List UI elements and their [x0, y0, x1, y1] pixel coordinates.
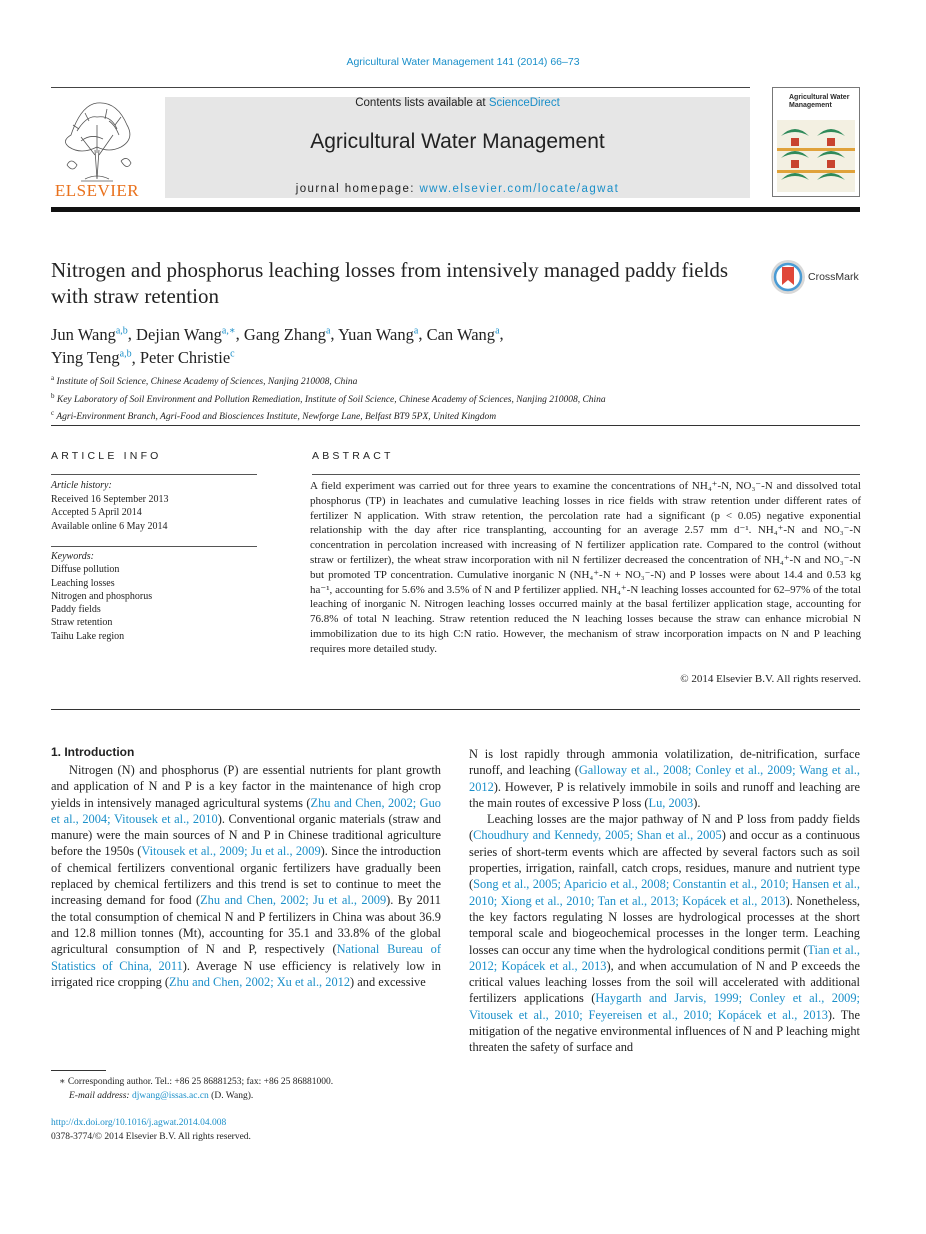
author[interactable]: Yuan Wang$^a$ — [338, 324, 419, 344]
body-text: ). The mitigation of the negative environmental influences of N and P leaching might threaten the safety of surface and — [469, 1007, 860, 1055]
body-column-left — [51, 762, 441, 990]
keyword: Paddy fields — [51, 604, 101, 616]
citation-link[interactable]: National Bureau of Statistics of China, 2011 — [51, 942, 441, 973]
citation-link[interactable]: Lu, 2003 — [648, 795, 694, 810]
divider — [51, 546, 257, 547]
cover-pattern-icon — [773, 116, 859, 196]
divider — [51, 474, 257, 475]
body-text: ). By 2011 the total consumption of chemical N and P fertilizers in China was about 36.9 and 12.8 million tonnes (Mt), accounting for 35.1 and 33.8% of the global agricultural consumption of N and P, respectively ( — [51, 893, 441, 957]
paragraph — [51, 762, 441, 990]
affiliation: $^b$ Key Laboratory of Soil Environment and Pollution Remediation, Institute of Soil Science, Chinese Academy of Sciences, Nanjing 210008, China — [51, 391, 606, 405]
header-thick-rule — [51, 207, 860, 212]
corresponding-author: ∗ Corresponding author. Tel.: +86 25 86881253; fax: +86 25 86881000. — [59, 1077, 334, 1087]
header-rule — [51, 87, 750, 88]
issn-copyright: 0378-3774/© 2014 Elsevier B.V. All rights reserved. — [51, 1132, 251, 1142]
crossmark-label: CrossMark — [808, 271, 859, 283]
body-text: ). Average N use efficiency is relatively low in irrigated rice cropping ( — [51, 958, 441, 989]
keyword: Taihu Lake region — [51, 630, 125, 642]
author[interactable]: Can Wang$^a$ — [426, 324, 500, 344]
citation-link[interactable]: Galloway et al., 2008; Conley et al., 2009; Wang et al., 2012 — [469, 763, 860, 794]
paragraph — [469, 811, 860, 1055]
keyword: Nitrogen and phosphorus — [51, 590, 153, 602]
article-history — [51, 479, 257, 533]
body-text: ). Nonetheless, the key factors regulating N losses are hydrological processes at the short temporal scale and biogeochemical processes in the longer term. Leaching losses can occur any time when the hydrological conditions permit ( — [469, 893, 861, 957]
keywords — [51, 550, 257, 643]
citation-link[interactable]: Zhu and Chen, 2002; Guo et al., 2004; Vitousek et al., 2010 — [51, 795, 442, 826]
body-column-right — [469, 746, 860, 1056]
crossmark-badge[interactable] — [770, 259, 862, 295]
author[interactable]: Dejian Wang$^{a,∗}$ — [136, 324, 236, 344]
body-text: ). Since the introduction of chemical fertilizers conventional organic fertilizers have gradually been replaced by chemical fertilizers and this trend is set to continue to meet the increasing demand for food ( — [51, 844, 441, 908]
body-text: N is lost rapidly through ammonia volatilization, de-nitrification, surface runoff, and leaching ( — [469, 747, 860, 778]
divider — [312, 474, 860, 475]
citation-link[interactable]: Vitousek et al., 2009; Ju et al., 2009 — [141, 844, 321, 859]
keywords-label: Keywords: — [51, 551, 94, 562]
article-title: Nitrogen and phosphorus leaching losses from intensively managed paddy fields with straw retention — [51, 258, 729, 308]
affiliation: $^c$ Agri-Environment Branch, Agri-Food and Biosciences Institute, Newforge Lane, Belfast BT9 5PX, United Kingdom — [51, 409, 497, 423]
body-text: ). However, P is relatively immobile in soils and runoff and leaching are the main routes of excessive P loss ( — [469, 779, 860, 810]
footnote-rule — [51, 1070, 106, 1071]
homepage-link[interactable]: www.elsevier.com/locate/agwat — [419, 183, 620, 195]
history-label: Article history: — [51, 480, 112, 491]
body-text: ), and when accumulation of N and P exceeds the critical values leaching losses from the soil will accelerated with additional fertilizers applications ( — [469, 958, 860, 1006]
received-date: Received 16 September 2013 — [51, 493, 169, 505]
author[interactable]: Gang Zhang$^a$ — [243, 324, 331, 344]
accepted-date: Accepted 5 April 2014 — [51, 507, 142, 518]
author[interactable]: Ying Teng$^{a,b}$ — [51, 348, 132, 367]
author[interactable]: Jun Wang$^{a,b}$ — [51, 324, 128, 344]
citation-link[interactable]: Zhu and Chen, 2002; Ju et al., 2009 — [200, 893, 387, 908]
paragraph — [469, 746, 860, 811]
crossmark-icon — [770, 259, 806, 295]
citation-link[interactable]: Haygarth and Jarvis, 1999; Conley et al., 2009; Vitousek et al., 2010; Feyereisen et al., 2010; Kopácek et al., 2013 — [469, 991, 860, 1022]
email-line: E-mail address: djwang@issas.ac.cn (D. Wang). — [69, 1090, 254, 1101]
publisher-name: ELSEVIER — [54, 181, 140, 200]
doi-link[interactable]: http://dx.doi.org/10.1016/j.agwat.2014.04.008 — [51, 1118, 227, 1128]
sciencedirect-link[interactable]: ScienceDirect — [488, 97, 560, 109]
keyword: Diffuse pollution — [51, 564, 120, 576]
homepage-prefix: journal homepage: — [295, 183, 420, 195]
contents-prefix: Contents lists available at — [355, 97, 489, 109]
journal-citation[interactable]: Agricultural Water Management 141 (2014) 66–73 — [346, 56, 580, 68]
keyword: Leaching losses — [51, 577, 115, 589]
affiliation: $^a$ Institute of Soil Science, Chinese Academy of Sciences, Nanjing 210008, China — [51, 374, 358, 388]
citation-link[interactable]: Song et al., 2005; Aparicio et al., 2008; Constantin et al., 2010; Hansen et al., 2010; Xiong et al., 2010; Tan et al., 2013; Kopácek et al., 2013 — [469, 877, 860, 908]
abstract-heading: ABSTRACT — [312, 450, 394, 462]
article-info-heading: ARTICLE INFO — [51, 450, 162, 462]
divider — [51, 425, 860, 426]
citation-link[interactable]: Choudhury and Kennedy, 2005; Shan et al., 2005 — [473, 828, 722, 843]
body-text: Leaching losses are the major pathway of N and P loss from paddy fields ( — [469, 812, 860, 843]
journal-homepage — [165, 183, 750, 195]
online-date: Available online 6 May 2014 — [51, 520, 168, 532]
author[interactable]: Peter Christie$^c$ — [139, 348, 235, 367]
body-text: ) and excessive — [350, 974, 426, 989]
divider — [51, 709, 860, 710]
body-text: ) and occur as a continuous series of short-term events which are affected by several factors such as soil properties, irrigation, rainfall, catch crops, residues, manure and nutrient type ( — [469, 828, 860, 892]
affiliations — [51, 372, 860, 425]
body-text: Nitrogen (N) and phosphorus (P) are essential nutrients for plant growth and application of N and P is a key factor in the maintenance of high crop yields in intensively managed agricultural systems ( — [51, 763, 441, 810]
section-heading: 1. Introduction — [51, 745, 135, 759]
body-text: ). — [693, 795, 701, 810]
abstract-text: A field experiment was carried out for three years to examine the concentrations of NH₄⁺-N, NO₃⁻-N and dissolved total phosphorus (TP) in leachates and cumulative leaching losses in rice fields with straw retention under different rates of fertilizer N application. With straw retention, the percolation rate had a significant (p < 0.05) negative exponential relationship with the day after rice transplanting, accounting for an average 2.57 mm d⁻¹. NH₄⁺-N and NO₃⁻-N concentration in percolation increased with increasing of N fertilizer application rate. Compared to the control (without straw or fertilizer), the wheat straw incorporation with nil N fertilizer decreased the concentration of NH₄⁺-N and NO₃⁻-N but promoted TP concentration. Cumulative inorganic N (NH₄⁺-N + NO₃⁻-N) and P losses were about 14.4 and 0.53 kg ha⁻¹, accounting for 5.6% and 3.5% of N and P fertilizer applied. NH₄⁺-N leaching losses accounted for 62–97% of the total leaching of inorganic N. Nitrogen leaching losses occurred mainly at the basal fertilizer application stage, accounting for 76.8% of total N leaching. Straw retention reduced the N leaching losses because the straw can enhance microbial N immobilization due to its high C:N ratio. However, the mechanism of straw incorporation impacts on N and P leaching requires more detailed study. — [310, 480, 861, 655]
keyword: Straw retention — [51, 617, 113, 629]
email-link[interactable]: djwang@issas.ac.cn — [131, 1090, 209, 1101]
cover-title: Agricultural Water Management — [789, 94, 850, 109]
author-list: Jun Wang$^{a,b}$, Dejian Wang$^{a,∗}$, Gang Zhang$^a$, Yuan Wang$^a$, Can Wang$^a$, Ying Teng$^{a,b}$, Peter Christie$^c$ — [51, 324, 504, 367]
abstract-copyright: © 2014 Elsevier B.V. All rights reserved. — [680, 673, 861, 685]
journal-title: Agricultural Water Management — [310, 130, 605, 153]
footnote — [51, 1076, 451, 1103]
citation-link[interactable]: Zhu and Chen, 2002; Xu et al., 2012 — [169, 974, 351, 989]
body-text: ). Conventional organic materials (straw and manure) were the main sources of N and P in Chinese traditional agriculture before the 1950s ( — [51, 811, 441, 859]
contents-line — [165, 97, 750, 109]
journal-cover-thumbnail — [772, 87, 860, 197]
citation-link[interactable]: Tian et al., 2012; Kopácek et al., 2013 — [469, 942, 860, 973]
